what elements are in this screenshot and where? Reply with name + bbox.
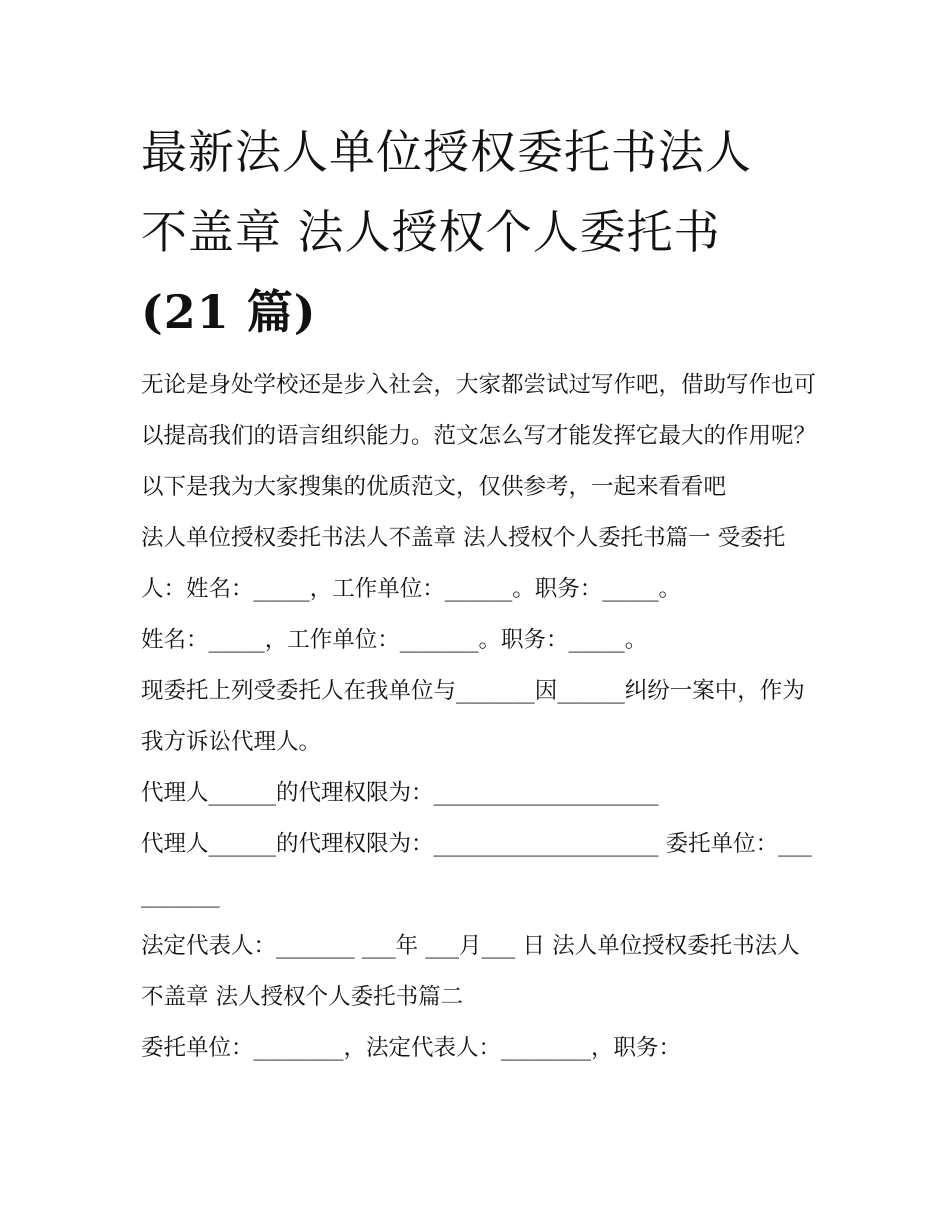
- agent-scope-paragraph: 代理人______的代理权限为：____________________: [141, 780, 659, 806]
- title-line-3: (21 篇): [141, 285, 317, 339]
- title-line-1: 最新法人单位授权委托书法人: [141, 125, 752, 179]
- document-page: [141, 112, 821, 1074]
- entrust-paragraph: 现委托上列受委托人在我单位与_______因______纠纷一案中，作为我方诉讼代理人。: [141, 678, 805, 755]
- section-one-paragraph: 法人单位授权委托书法人不盖章 法人授权个人委托书篇一 受委托人：姓名：_____，工作单位：______。职务：_____。: [141, 525, 786, 602]
- intro-paragraph: 无论是身处学校还是步入社会，大家都尝试过写作吧，借助写作也可以提高我们的语言组织能力。范文怎么写才能发挥它最大的作用呢？以下是我为大家搜集的优质范文，仅供参考，一起来看看吧: [141, 372, 817, 500]
- document-title: [141, 112, 821, 352]
- name-line-paragraph: 姓名：_____，工作单位：_______。职务：_____。: [141, 627, 648, 653]
- agent-scope-entrusting-unit-paragraph: 代理人______的代理权限为：____________________ 委托单位：__________: [141, 831, 812, 908]
- legal-rep-date-paragraph: 法定代表人：_______ ___年 ___月___ 日 法人单位授权委托书法人不盖章 法人授权个人委托书篇二: [141, 933, 800, 1010]
- section-two-paragraph: 委托单位：________，法定代表人：________，职务：: [141, 1035, 682, 1061]
- title-line-2: 不盖章 法人授权个人委托书: [141, 205, 721, 259]
